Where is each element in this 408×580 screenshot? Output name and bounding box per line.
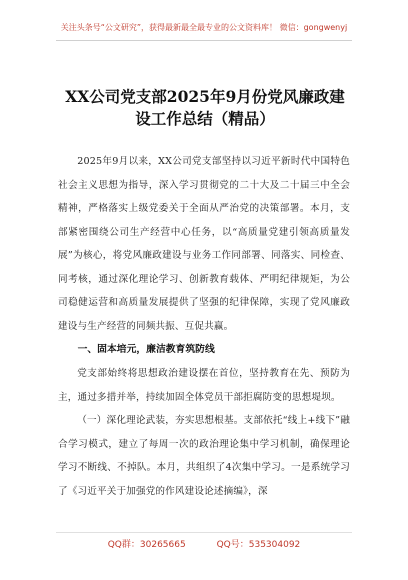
footer-contact [0,537,408,550]
qq-number-text: QQ号：535304092 [216,540,301,550]
qq-group-text: QQ群：30265665 [107,540,186,550]
document-body [58,150,350,503]
intro-paragraph: 2025年9月以来，XX公司党支部坚持以习近平新时代中国特色社会主义思想为指导，深入学习贯彻党的二十大及二十届三中全会精神，严格落实上级党委关于全面从严治党的决策部署。本月，支部紧密围绕公司生产经营中心任务，以“高质量党建引领高质量发展”为核心，将党风廉政建设与业务工作同部署、同落实、同检查、同考核，通过深化理论学习、创新教育载体、严明纪律规矩，为公司稳健运营和高质量发展提供了坚强的纪律保障，实现了党风廉政建设与生产经营的同频共振、互促共赢。 [58,156,350,332]
header-divider [56,40,352,41]
section1-paragraph-2: （一）深化理论武装，夯实思想根基。支部依托“线上+线下”融合学习模式，建立了每周一次的政治理论集中学习机制，确保理论学习不断线、不掉队。本月，共组织了4次集中学习。一是系统学习了《习近平关于加强党的作风建设论述摘编》，深 [58,415,350,497]
promo-banner: 关注头条号“公文研究”，获得最新最全最专业的公文资料库！ 微信：gongwenyj [60,23,348,32]
section1-paragraph-1: 党支部始终将思想政治建设摆在首位，坚持教育在先、预防为主，通过多措并举，持续加固全体党员干部拒腐防变的思想堤坝。 [58,368,350,403]
document-title: XX公司党支部2025年9月份党风廉政建设工作总结（精品） [65,87,345,128]
footer-divider [56,532,352,533]
section-heading-1: 一、固本培元，廉洁教育筑防线 [77,344,215,355]
